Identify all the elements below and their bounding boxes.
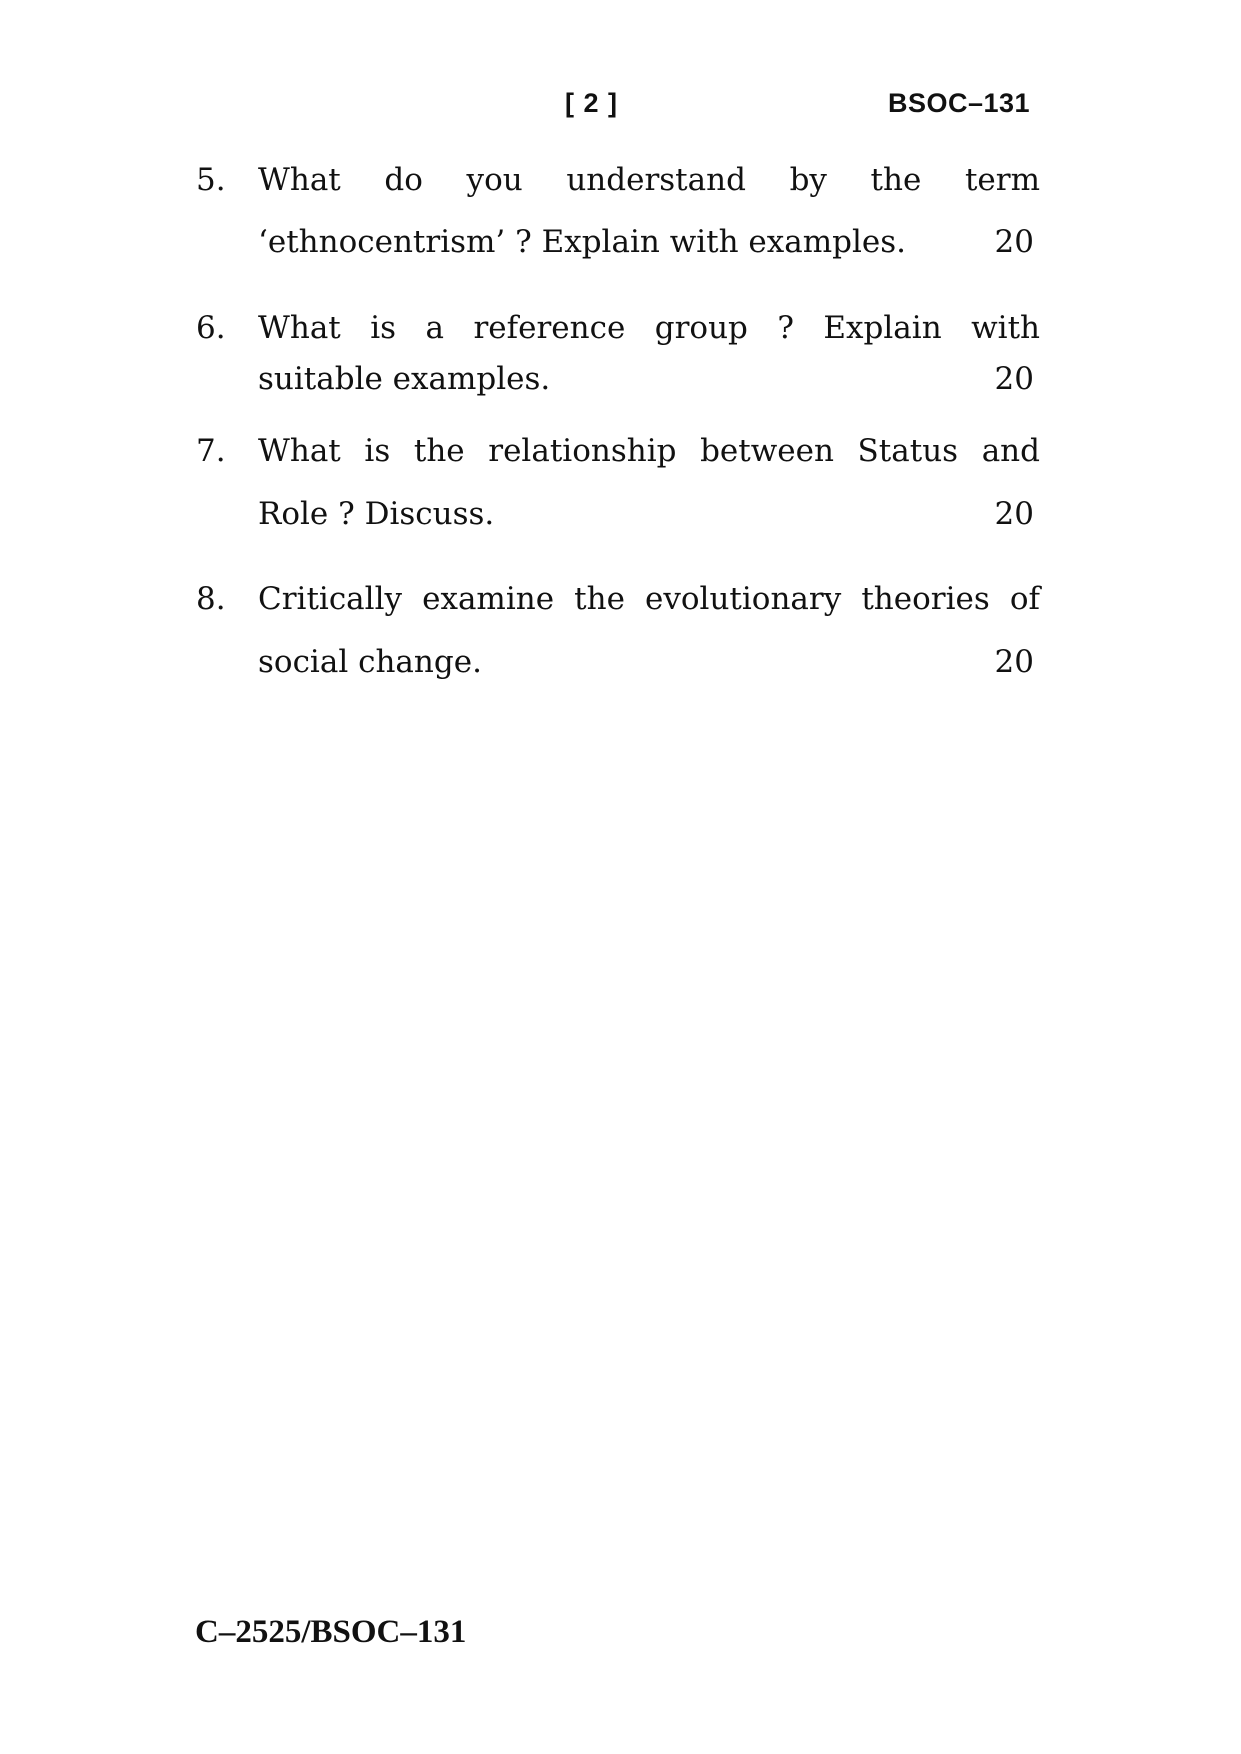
question-number: 8. — [196, 581, 226, 617]
question-line: What is a reference group ? Explain with — [258, 310, 1040, 346]
question-line-with-marks — [258, 361, 1040, 397]
page-number: [ 2 ] — [565, 88, 619, 118]
question-text — [258, 162, 1040, 260]
question-marks: 20 — [994, 644, 1034, 680]
question-marks: 20 — [994, 224, 1034, 260]
footer-paper-code: C–2525/BSOC–131 — [195, 1614, 467, 1650]
question-number: 6. — [196, 310, 226, 346]
question-text — [258, 581, 1040, 680]
question-text — [258, 310, 1040, 397]
question-line: suitable examples. — [258, 361, 551, 397]
question-marks: 20 — [994, 361, 1034, 397]
question-marks: 20 — [994, 496, 1034, 532]
question-line: ‘ethnocentrism’ ? Explain with examples. — [258, 224, 906, 260]
question-text — [258, 433, 1040, 532]
question-number: 5. — [196, 162, 226, 198]
question-line: Critically examine the evolutionary theories of — [258, 581, 1040, 617]
question-line-with-marks — [258, 644, 1040, 680]
question-line: What is the relationship between Status and — [258, 433, 1040, 469]
question-line: What do you understand by the term — [258, 162, 1040, 198]
question-line: social change. — [258, 644, 482, 680]
paper-code: BSOC–131 — [888, 88, 1031, 118]
question-line-with-marks — [258, 496, 1040, 532]
question-number: 7. — [196, 433, 226, 469]
question-line: Role ? Discuss. — [258, 496, 495, 532]
question-line-with-marks — [258, 224, 1040, 260]
